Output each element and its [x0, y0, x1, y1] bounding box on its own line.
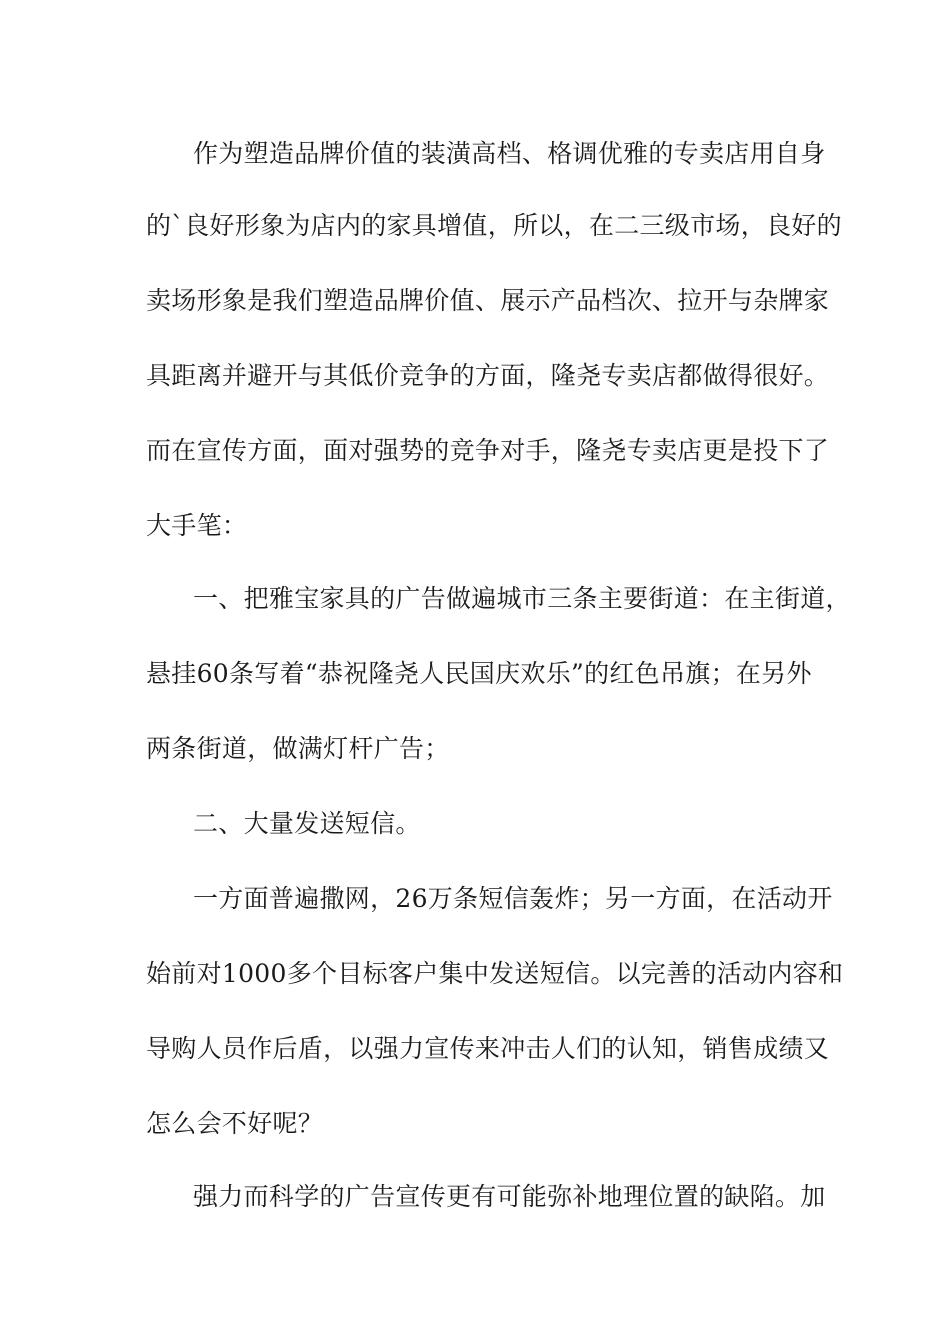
text-line: 具距离并避开与其低价竞争的方面，隆尧专卖店都做得很好。 — [146, 361, 830, 390]
text-line: 始前对1000多个目标客户集中发送短信。以完善的活动内容和 — [146, 959, 844, 988]
text-line: 的`良好形象为店内的家具增值，所以，在二三级市场，良好的 — [146, 211, 842, 240]
text-line: 大手笔： — [146, 511, 248, 540]
text-line: 卖场形象是我们塑造品牌价值、展示产品档次、拉开与杂牌家 — [146, 286, 830, 315]
text-line: 悬挂60条写着“恭祝隆尧人民国庆欢乐”的红色吊旗；在另外 — [146, 659, 812, 688]
text-line: 怎么会不好呢？ — [146, 1109, 324, 1138]
text-line: 一、把雅宝家具的广告做遍城市三条主要街道：在主街道， — [193, 584, 851, 613]
text-line: 一方面普遍撒网，26万条短信轰炸；另一方面，在活动开 — [193, 884, 833, 913]
text-line: 而在宣传方面，面对强势的竞争对手，隆尧专卖店更是投下了 — [146, 436, 830, 465]
text-line: 作为塑造品牌价值的装潢高档、格调优雅的专卖店用自身 — [193, 139, 826, 168]
text-line: 二、大量发送短信。 — [193, 809, 421, 838]
text-line: 两条街道，做满灯杆广告； — [146, 734, 450, 763]
text-line: 强力而科学的广告宣传更有可能弥补地理位置的缺陷。加 — [193, 1182, 826, 1211]
text-line: 导购人员作后盾，以强力宣传来冲击人们的认知，销售成绩又 — [146, 1034, 830, 1063]
